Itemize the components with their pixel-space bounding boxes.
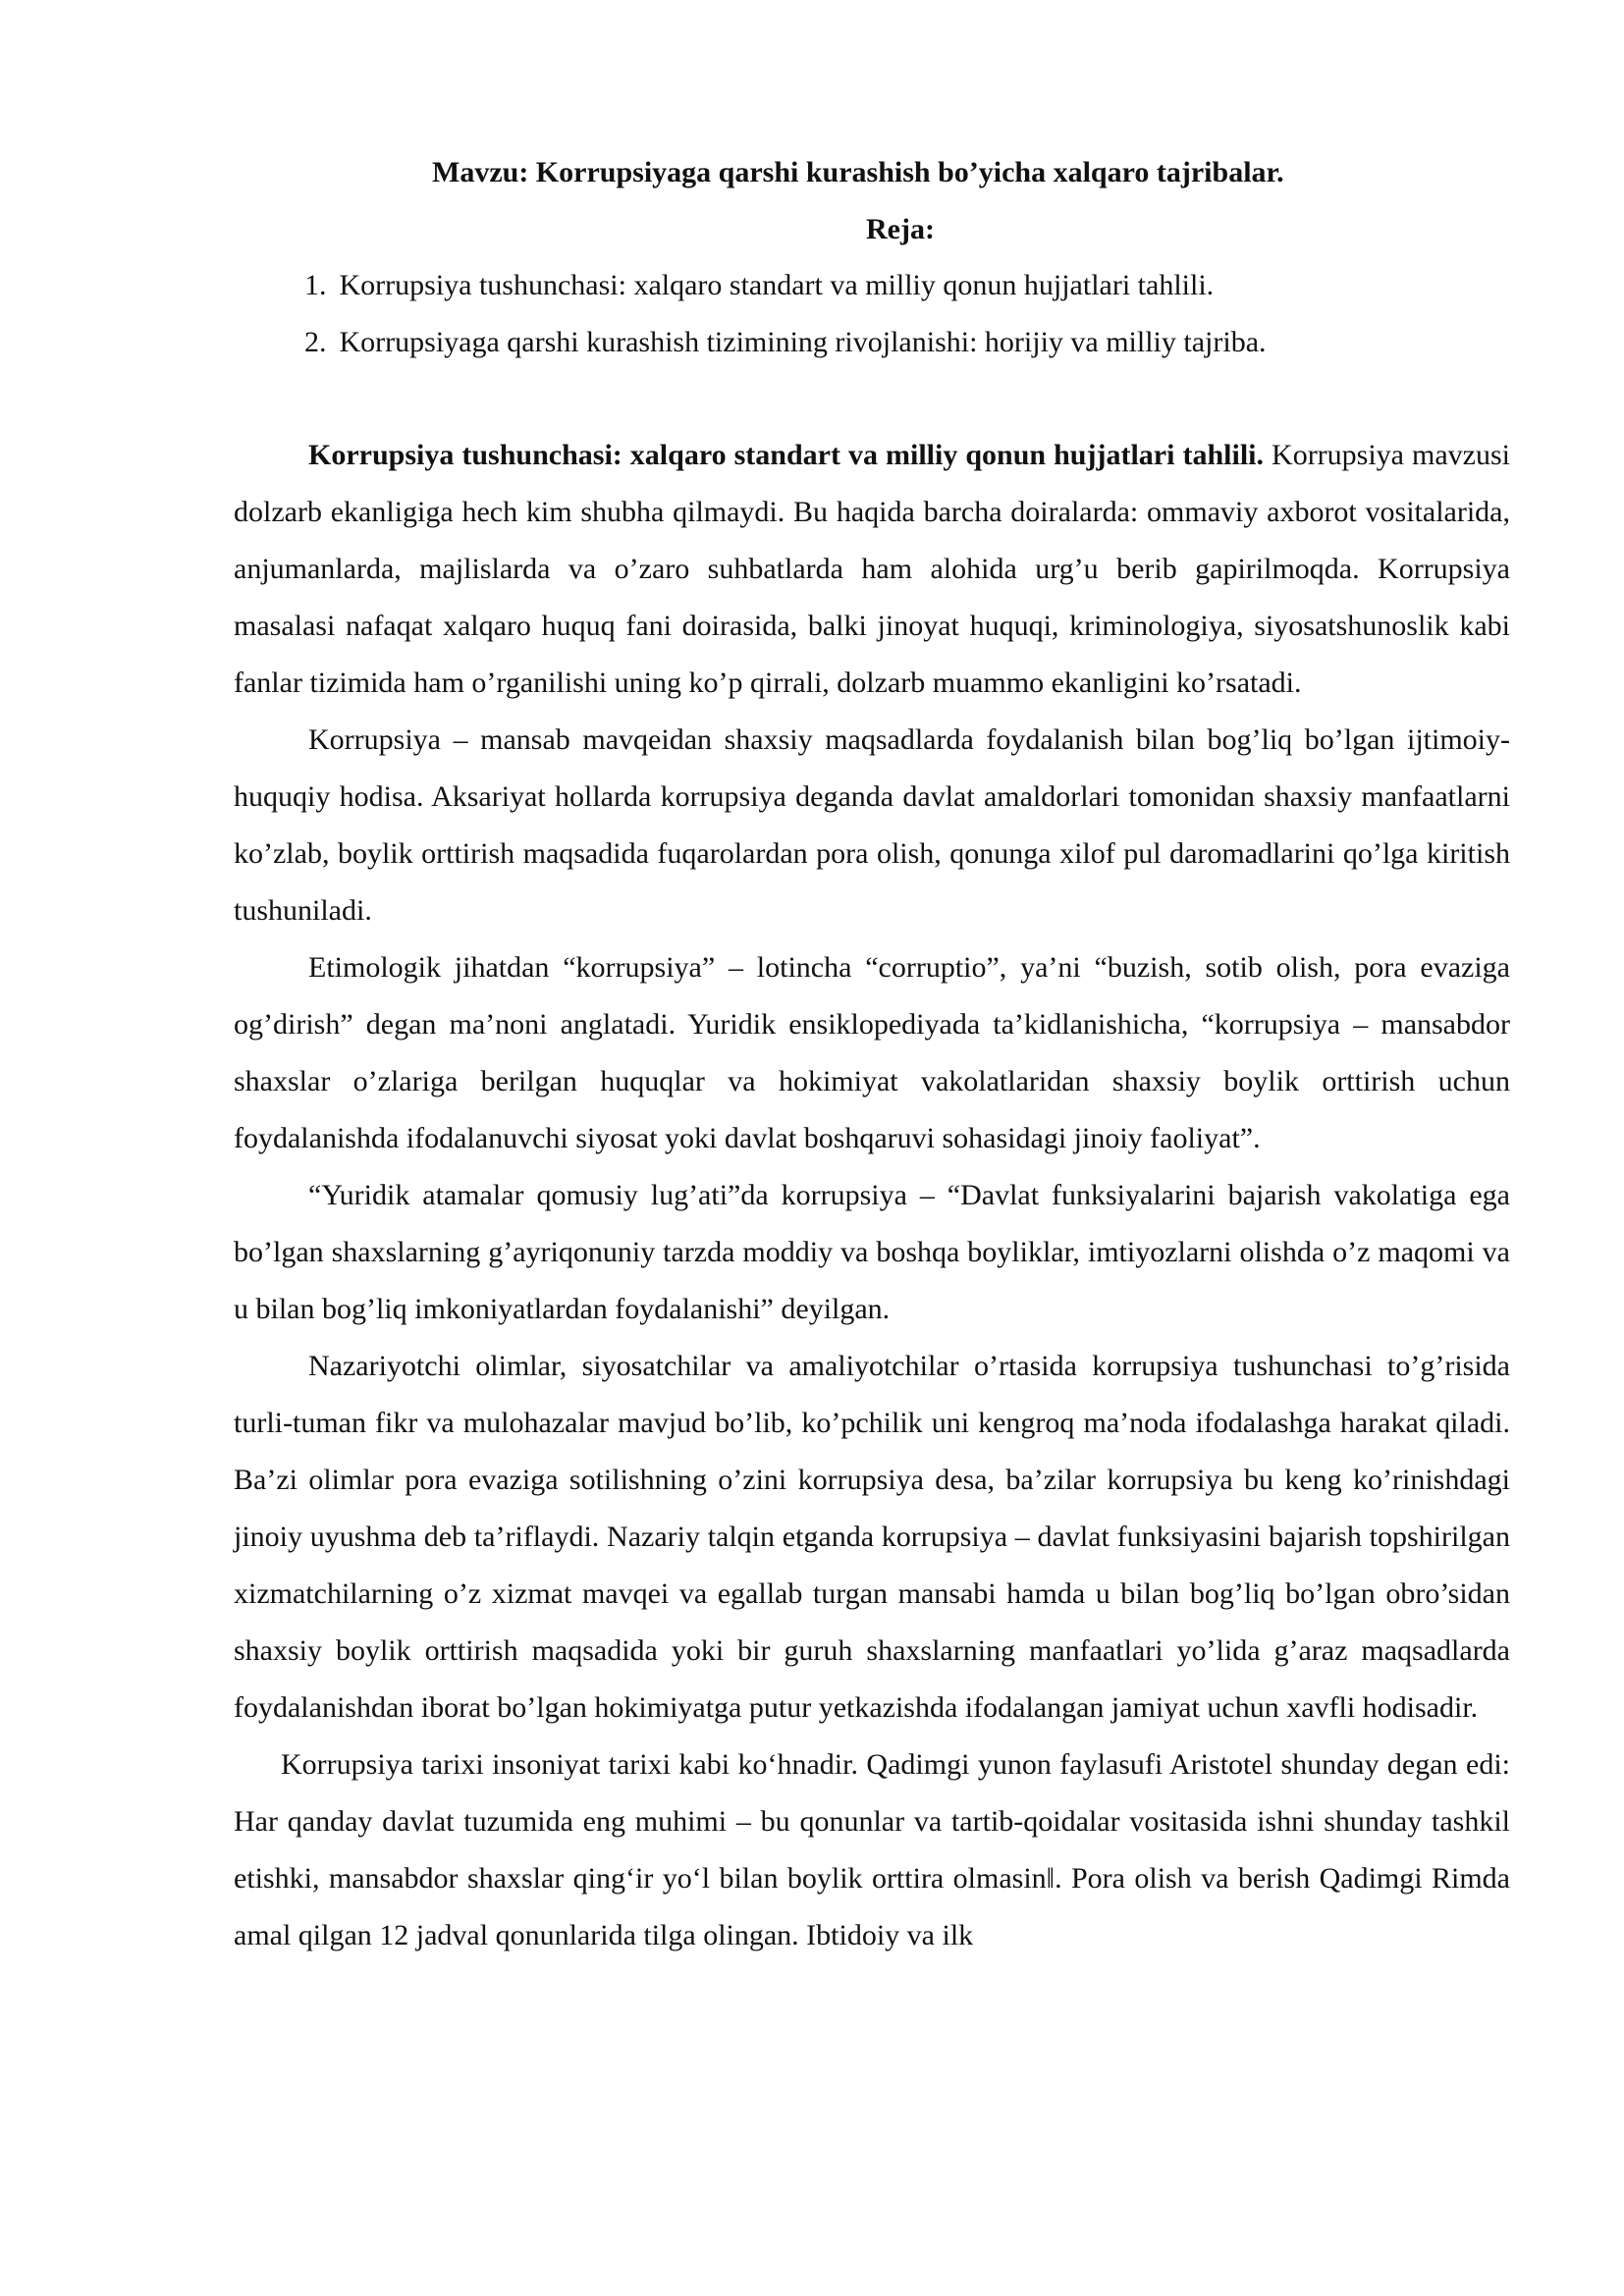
section-heading: Korrupsiya tushunchasi: xalqaro standart va milliy qonun hujjatlari tahlili. (308, 439, 1264, 471)
plan-list (304, 257, 1267, 371)
plan-item-number: 1. (304, 269, 327, 301)
paragraph-2: Korrupsiya – mansab mavqeidan shaxsiy maqsadlarda foydalanish bilan bog’liq bo’lgan ijtimoiy-huquqiy hodisa. Aksariyat hollarda korrupsiya deganda davlat amaldorlari tomonidan shaxsiy manfaatlarni ko’zlab, boylik orttirish maqsadida fuqarolardan pora olish, qonunga xilof pul daromadlarini qo’lga kiritish tushuniladi. (234, 723, 1510, 927)
plan-item-text: Korrupsiyaga qarshi kurashish tizimining rivojlanishi: horijiy va milliy tajriba. (339, 326, 1267, 358)
plan-heading: Reja: (866, 213, 935, 245)
plan-item (304, 314, 1267, 371)
plan-item (304, 257, 1267, 314)
paragraph-text: Korrupsiya mavzusi dolzarb ekanligiga hech kim shubha qilmaydi. Bu haqida barcha doiralarda: ommaviy axborot vositalarida, anjumanlarda, majlislarda va o’zaro suhbatlarda ham alohida urg’u berib gapirilmoqda. Korrupsiya masalasi nafaqat xalqaro huquq fani doirasida, balki jinoyat huquqi, kriminologiya, siyosatshunoslik kabi fanlar tizimida ham o’rganilishi uning ko’p qirrali, dolzarb muammo ekanligini ko’rsatadi. (234, 439, 1511, 699)
paragraph-5: Nazariyotchi olimlar, siyosatchilar va amaliyotchilar o’rtasida korrupsiya tushunchasi to’g’risida turli-tuman fikr va mulohazalar mavjud bo’lib, ko’pchilik uni kengroq ma’noda ifodalashga harakat qiladi. Ba’zi olimlar pora evaziga sotilishning o’zini korrupsiya desa, ba’zilar korrupsiya bu keng ko’rinishdagi jinoiy uyushma deb ta’riflaydi. Nazariy talqin etganda korrupsiya – davlat funksiyasini bajarish topshirilgan xizmatchilarning o’z xizmat mavqei va egallab turgan mansabi hamda u bilan bog’liq bo’lgan obro’sidan shaxsiy boylik orttirish maqsadida yoki bir guruh shaxslarning manfaatlari yo’lida g’araz maqsadlarda foydalanishdan iborat bo’lgan hokimiyatga putur yetkazishda ifodalangan jamiyat uchun xavfli hodisadir. (234, 1350, 1510, 1724)
document-title: Mavzu: Korrupsiyaga qarshi kurashish bo’yicha xalqaro tajribalar. (432, 156, 1284, 188)
paragraph-4: “Yuridik atamalar qomusiy lug’ati”da korrupsiya – “Davlat funksiyalarini bajarish vakolatiga ega bo’lgan shaxslarning g’ayriqonuniy tarzda moddiy va boshqa boyliklar, imtiyozlarni olishda o’z maqomi va u bilan bog’liq imkoniyatlardan foydalanishi” deyilgan. (234, 1179, 1510, 1325)
plan-item-text: Korrupsiya tushunchasi: xalqaro standart va milliy qonun hujjatlari tahlili. (339, 269, 1215, 301)
document-body (234, 427, 1510, 1964)
plan-item-number: 2. (304, 326, 327, 358)
paragraph-1 (234, 427, 1510, 712)
paragraph-6: Korrupsiya tarixi insoniyat tarixi kabi ko‘hnadir. Qadimgi yunon faylasufi Aristotel shunday degan edi: Har qanday davlat tuzumida eng muhimi – bu qonunlar va tartib-qoidalar vositasida ishni shunday tashkil etishki, mansabdor shaxslar qing‘ir yo‘l bilan boylik orttira olmasin‖. Pora olish va berish Qadimgi Rimda amal qilgan 12 jadval qonunlarida tilga olingan. Ibtidoiy va ilk (234, 1748, 1510, 1951)
paragraph-3: Etimologik jihatdan “korrupsiya” – lotincha “corruptio”, ya’ni “buzish, sotib olish, pora evaziga og’dirish” degan ma’noni anglatadi. Yuridik ensiklopediyada ta’kidlanishicha, “korrupsiya – mansabdor shaxslar o’zlariga berilgan huquqlar va hokimiyat vakolatlaridan shaxsiy boylik orttirish uchun foydalanishda ifodalanuvchi siyosat yoki davlat boshqaruvi sohasidagi jinoiy faoliyat”. (234, 951, 1510, 1154)
